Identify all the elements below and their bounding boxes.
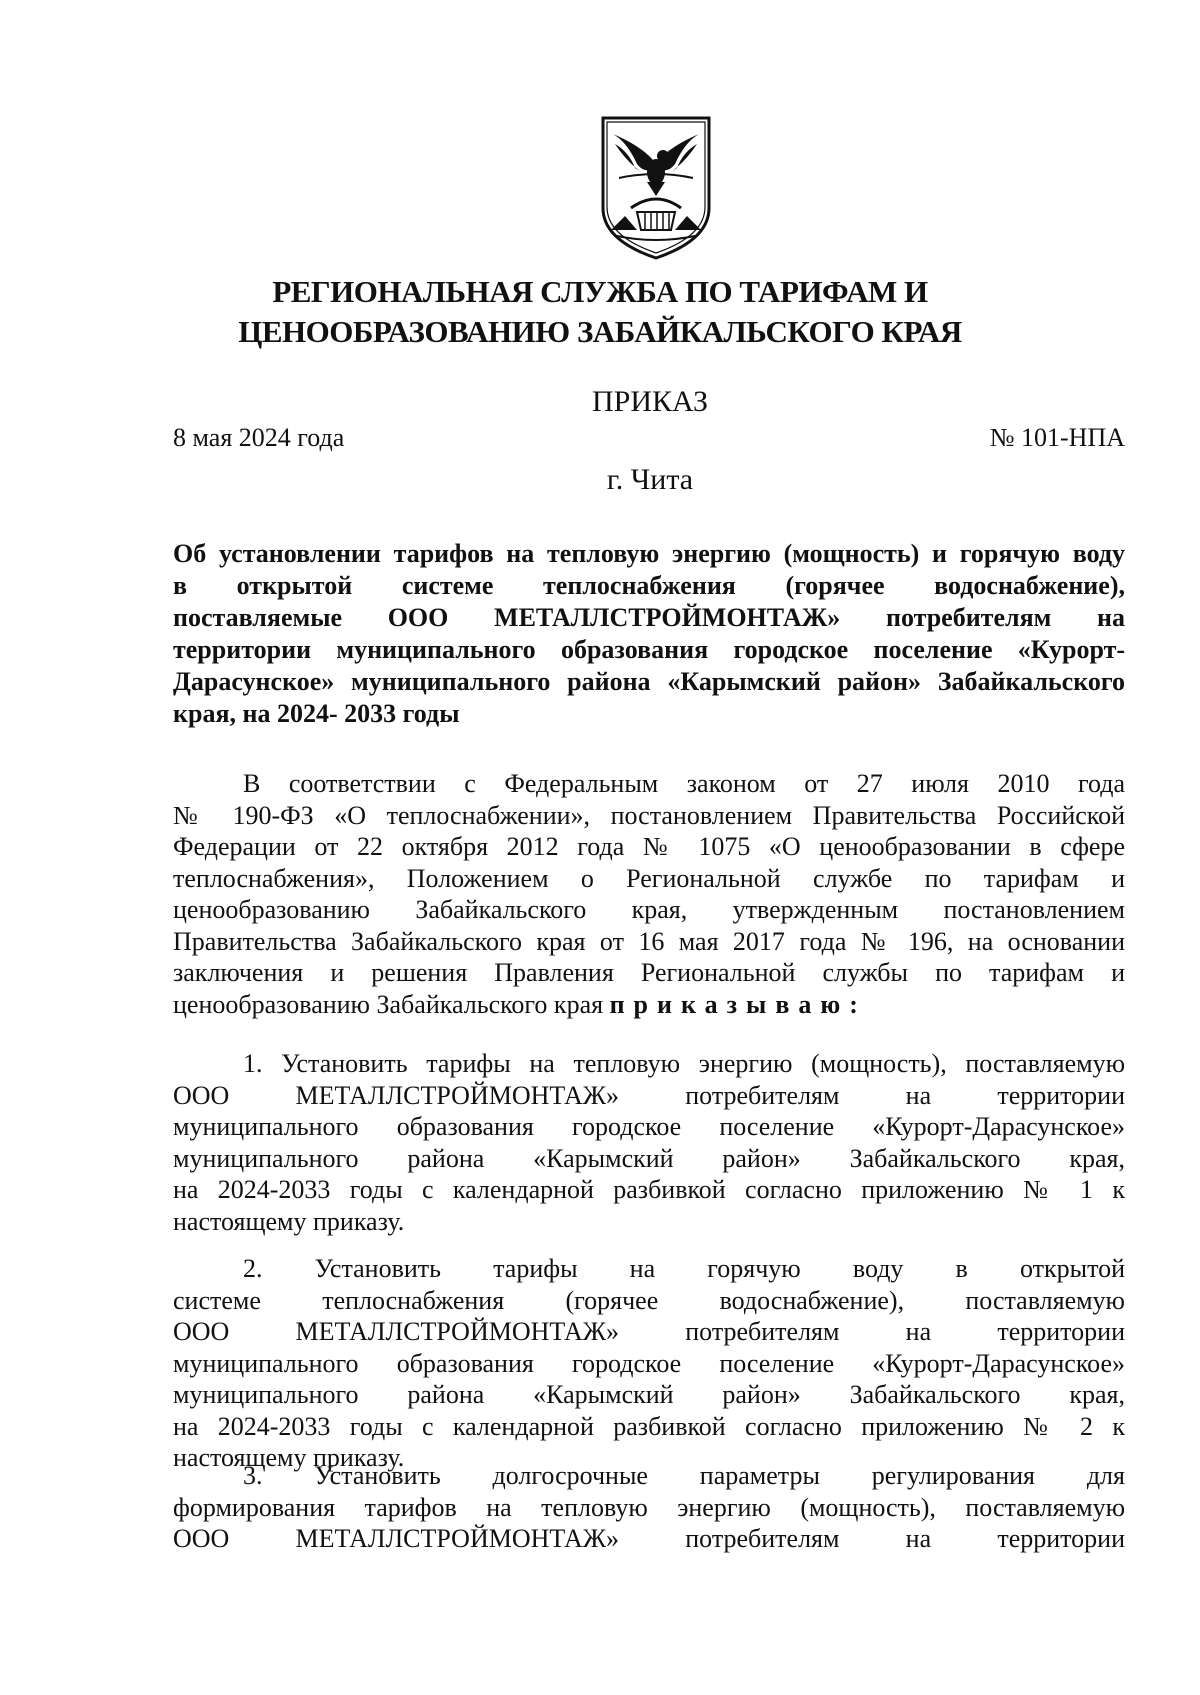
preamble-line: В соответствии с Федеральным законом от 27 июля 2010 года xyxy=(243,769,1125,798)
item-line: формирования тарифов на тепловую энергию (мощность), поставляемую xyxy=(173,1492,1125,1522)
order-item-2 xyxy=(173,1253,1125,1474)
item-line: 2. Установить тарифы на горячую воду в открытой xyxy=(243,1254,1125,1283)
item-line: 3. Установить долгосрочные параметры регулирования для xyxy=(243,1461,1125,1490)
organization-title-line-2: ЦЕНООБРАЗОВАНИЮ ЗАБАЙКАЛЬСКОГО КРАЯ xyxy=(238,314,962,349)
preamble-line: ценообразованию Забайкальского края, утвержденным постановлением xyxy=(173,895,1125,924)
item-line: ООО МЕТАЛЛСТРОЙМОНТАЖ» потребителям на территории xyxy=(173,1080,1125,1110)
subject-line: в открытой системе теплоснабжения (горячее водоснабжение), xyxy=(173,571,1125,600)
item-line: муниципального образования городское поселение «Курорт-Дарасунское» xyxy=(173,1112,1125,1141)
preamble-final-text: ценообразованию Забайкальского края xyxy=(173,989,604,1019)
preamble-line: заключения и решения Правления Региональной службы по тарифам и xyxy=(173,958,1125,987)
preamble-line: Федерации от 22 октября 2012 года № 1075 «О ценообразовании в сфере xyxy=(173,832,1125,861)
item-line: муниципального района «Карымский район» Забайкальского края, xyxy=(173,1380,1125,1409)
item-line: настоящему приказу. xyxy=(173,1206,405,1236)
preamble-line: № 190-ФЗ «О теплоснабжении», постановлением Правительства Российской xyxy=(173,800,1125,830)
subject-line: Об установлении тарифов на тепловую энергию (мощность) и горячую воду xyxy=(173,539,1125,568)
document-number: № 101-НПА xyxy=(989,423,1125,452)
item-line: на 2024-2033 годы с календарной разбивкой согласно приложению № 1 к xyxy=(173,1175,1125,1204)
subject-line: Дарасунское» муниципального района «Карымский район» Забайкальского xyxy=(173,667,1125,696)
item-line: настоящему приказу. xyxy=(173,1443,405,1472)
item-line: ООО МЕТАЛЛСТРОЙМОНТАЖ» потребителям на территории xyxy=(173,1317,1125,1346)
organization-title xyxy=(200,272,1000,352)
subject-line: поставляемые ООО МЕТАЛЛСТРОЙМОНТАЖ» потребителям на xyxy=(173,603,1125,632)
coat-of-arms-icon xyxy=(597,112,715,264)
order-item-1 xyxy=(173,1048,1125,1237)
preamble-paragraph xyxy=(173,768,1125,1020)
order-item-3 xyxy=(173,1460,1125,1555)
organization-title-line-1: РЕГИОНАЛЬНАЯ СЛУЖБА ПО ТАРИФАМ И xyxy=(272,274,928,309)
subject-line: территории муниципального образования городское поселение «Курорт- xyxy=(173,635,1125,664)
order-word: приказываю: xyxy=(609,989,867,1019)
preamble-line-final xyxy=(173,989,1125,1021)
item-line: муниципального района «Карымский район» Забайкальского края, xyxy=(173,1143,1125,1173)
document-city: г. Чита xyxy=(606,463,694,496)
document-date: 8 мая 2024 года xyxy=(173,423,345,452)
item-line: 1. Установить тарифы на тепловую энергию (мощность), поставляемую xyxy=(243,1049,1125,1078)
item-line: муниципального образования городское поселение «Курорт-Дарасунское» xyxy=(173,1348,1125,1378)
preamble-line: теплоснабжения», Положением о Региональной службе по тарифам и xyxy=(173,863,1125,893)
item-line: ООО МЕТАЛЛСТРОЙМОНТАЖ» потребителям на территории xyxy=(173,1524,1125,1553)
item-line: системе теплоснабжения (горячее водоснабжение), поставляемую xyxy=(173,1285,1125,1315)
order-subject xyxy=(173,538,1125,730)
document-type: ПРИКАЗ xyxy=(592,385,708,418)
preamble-line: Правительства Забайкальского края от 16 мая 2017 года № 196, на основании xyxy=(173,926,1125,956)
subject-line: края, на 2024- 2033 годы xyxy=(173,699,460,728)
item-line: на 2024-2033 годы с календарной разбивкой согласно приложению № 2 к xyxy=(173,1411,1125,1441)
